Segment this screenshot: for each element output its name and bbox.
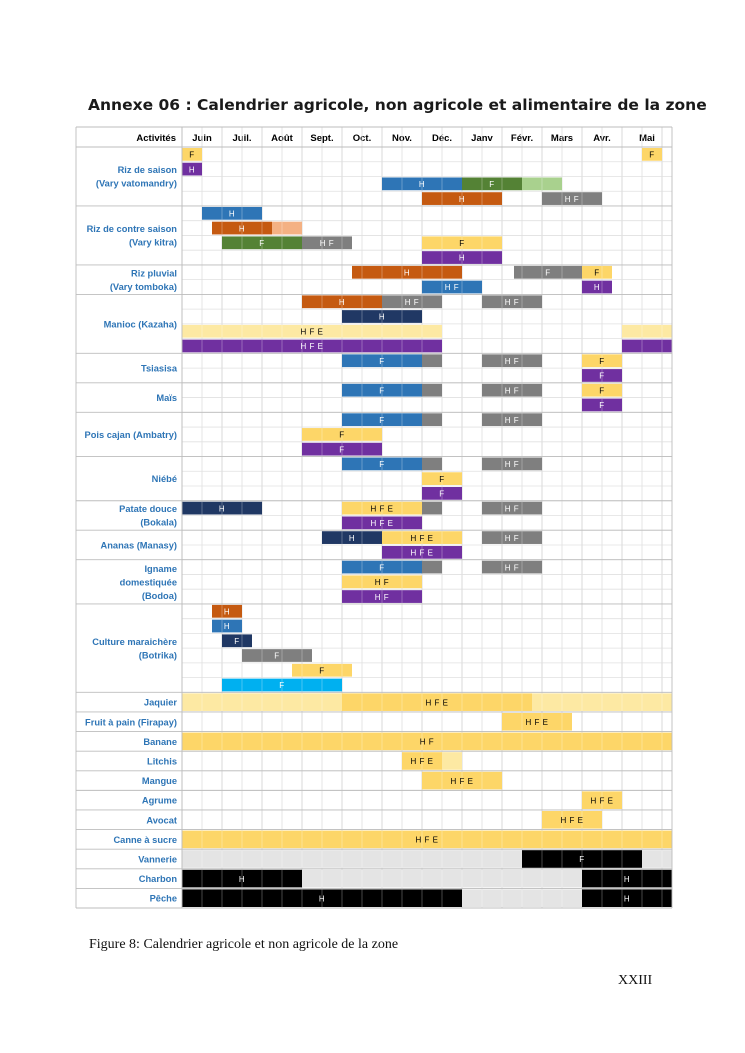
activity-label: Mangue xyxy=(141,776,177,787)
calendar-bar xyxy=(182,693,342,711)
activity-label: Niébé xyxy=(151,474,177,485)
bar-label: F xyxy=(379,563,385,573)
calendar-bar xyxy=(342,458,422,471)
bar-label: H F xyxy=(504,297,520,307)
bar-label: H F xyxy=(504,563,520,573)
bar-label: H xyxy=(238,224,246,234)
calendar-bar xyxy=(482,295,542,308)
activities-header: Activités xyxy=(136,133,176,144)
activity-label: Tsiasisa xyxy=(140,363,177,374)
calendar-bar xyxy=(182,831,672,849)
calendar-bar xyxy=(342,310,422,323)
calendar-bar xyxy=(342,413,422,426)
bar-label: H xyxy=(223,622,231,632)
bar-label: F xyxy=(339,445,345,455)
calendar-bar xyxy=(462,889,582,907)
bar-label: F xyxy=(579,855,585,865)
bar-label: H F E xyxy=(410,533,434,543)
activity-label: Vannerie xyxy=(138,854,177,865)
calendar-bar xyxy=(522,177,562,190)
bar-label: H xyxy=(623,894,631,904)
calendar-bar xyxy=(382,546,462,559)
calendar-bar xyxy=(342,561,422,574)
calendar-bar xyxy=(442,752,462,770)
bar-label: H F xyxy=(504,460,520,470)
calendar-bar xyxy=(222,634,252,647)
bar-label: F xyxy=(439,474,445,484)
activity-label: Riz pluvial xyxy=(131,268,177,279)
bar-label: F xyxy=(279,681,285,691)
bar-label: H xyxy=(218,504,226,514)
figure-caption: Figure 8: Calendrier agricole et non agricole de la zone xyxy=(89,937,399,952)
calendar-bar xyxy=(422,472,462,485)
calendar-bar xyxy=(212,620,242,633)
calendar-bar xyxy=(422,458,442,471)
document-title: Annexe 06 : Calendrier agricole, non agricole et alimentaire de la zone xyxy=(88,96,707,114)
activity-label: Litchis xyxy=(147,756,177,767)
activity-label: Pêche xyxy=(149,893,177,904)
bar-label: F xyxy=(599,401,605,411)
calendar-bar xyxy=(322,531,382,544)
bar-label: H xyxy=(338,297,346,307)
activity-label: Riz de contre saison xyxy=(86,224,177,235)
bar-label: H F E xyxy=(300,342,324,352)
calendar-bar xyxy=(522,850,642,868)
bar-label: H F xyxy=(564,194,580,204)
month-header: Juin xyxy=(192,133,212,144)
month-header: Févr. xyxy=(510,133,534,144)
month-header: Oct. xyxy=(352,133,372,144)
activity-label: Patate douce xyxy=(119,504,177,515)
bar-label: H xyxy=(228,209,236,219)
calendar-bar xyxy=(422,384,442,397)
calendar-bar xyxy=(422,251,502,264)
bar-label: H F xyxy=(319,239,335,249)
calendar-bar xyxy=(582,399,622,412)
calendar-bar xyxy=(422,487,462,500)
calendar-bar xyxy=(422,281,482,294)
calendar-bar xyxy=(382,295,442,308)
bar-label: H F E xyxy=(370,504,394,514)
bar-label: F xyxy=(259,239,265,249)
calendar-bar xyxy=(342,693,532,711)
activity-label: (Vary vatomandry) xyxy=(95,178,177,189)
bar-label: F xyxy=(545,268,551,278)
calendar-bar xyxy=(222,679,342,692)
calendar-bar xyxy=(342,516,422,529)
activity-label: Jaquier xyxy=(143,697,177,708)
activity-label: Fruit à pain (Firapay) xyxy=(85,717,177,728)
activity-label: Manioc (Kazaha) xyxy=(103,319,177,330)
bar-label: H F xyxy=(374,578,390,588)
calendar-bar xyxy=(582,369,622,382)
calendar-bar xyxy=(542,192,602,205)
activity-label: Canne à sucre xyxy=(113,834,177,845)
bar-label: F xyxy=(189,150,195,160)
bar-label: H xyxy=(348,533,356,543)
calendar-bar xyxy=(482,458,542,471)
calendar-bar xyxy=(182,502,262,515)
bar-label: H F E xyxy=(300,327,324,337)
bar-label: H F E xyxy=(370,519,394,529)
bar-label: F xyxy=(599,371,605,381)
calendar-bar xyxy=(422,236,502,249)
calendar-bar xyxy=(482,413,542,426)
calendar-bar xyxy=(202,207,262,220)
bar-label: F xyxy=(649,150,655,160)
bar-label: H F xyxy=(444,283,460,293)
bar-label: H F E xyxy=(410,757,434,767)
calendar-bar xyxy=(642,148,662,161)
calendar-bar xyxy=(222,236,302,249)
calendar-bar xyxy=(542,811,602,829)
calendar-bar xyxy=(182,733,672,751)
activity-label: (Vary kitra) xyxy=(128,237,177,248)
calendar-bar xyxy=(482,531,542,544)
bar-label: F xyxy=(599,386,605,396)
bar-label: H F xyxy=(504,356,520,366)
calendar-bar xyxy=(342,502,422,515)
activity-label: Culture maraichère xyxy=(92,636,177,647)
activity-label: (Vary tomboka) xyxy=(109,281,177,292)
calendar-bar xyxy=(382,531,462,544)
month-header: Nov. xyxy=(392,133,412,144)
bar-label: H F E xyxy=(425,698,449,708)
activity-label: Banane xyxy=(143,736,177,747)
bar-label: F xyxy=(339,430,345,440)
bar-label: H xyxy=(238,874,246,884)
calendar-bar xyxy=(272,222,302,235)
bar-label: H F E xyxy=(590,796,614,806)
activity-label: Agrume xyxy=(141,795,177,806)
calendar-bar xyxy=(182,889,462,907)
bar-label: F xyxy=(594,268,600,278)
bar-label: H xyxy=(378,312,386,322)
calendar-bar xyxy=(422,561,442,574)
bar-label: F xyxy=(379,356,385,366)
calendar-bar xyxy=(402,752,442,770)
calendar-bar xyxy=(342,384,422,397)
month-header: Sept. xyxy=(310,133,334,144)
bar-label: H F E xyxy=(450,776,474,786)
calendar-bar xyxy=(182,870,302,888)
activity-label: Ananas (Manasy) xyxy=(100,540,177,551)
activity-label: domestiquée xyxy=(119,577,177,588)
month-header: Août xyxy=(271,133,293,144)
calendar-bar xyxy=(422,192,502,205)
calendar-bar xyxy=(292,664,352,677)
calendar-bar xyxy=(182,325,442,338)
bar-label: F xyxy=(489,180,495,190)
bar-label: H F E xyxy=(410,548,434,558)
activity-label: Igname xyxy=(144,563,177,574)
bar-label: H F xyxy=(404,297,420,307)
calendar-bar xyxy=(212,605,242,618)
calendar-bar xyxy=(352,266,462,279)
bar-label: H xyxy=(418,180,426,190)
bar-label: H F E xyxy=(415,835,439,845)
bar-label: H xyxy=(318,894,326,904)
calendar-bar xyxy=(342,590,422,603)
calendar-bar xyxy=(182,163,202,176)
calendar-bar xyxy=(482,354,542,367)
calendar-bar xyxy=(462,177,522,190)
calendar-bar xyxy=(422,502,442,515)
calendar-bar xyxy=(622,325,672,338)
calendar-bar xyxy=(342,354,422,367)
calendar-bar xyxy=(212,222,272,235)
calendar-bar xyxy=(342,575,422,588)
calendar-bar xyxy=(302,295,382,308)
bar-label: F xyxy=(599,356,605,366)
activity-label: (Botrika) xyxy=(138,650,177,661)
calendar-bar xyxy=(302,870,582,888)
calendar-bar xyxy=(582,889,672,907)
calendar-bar xyxy=(582,791,622,809)
activity-label: Riz de saison xyxy=(117,165,177,176)
activity-label: (Bodoa) xyxy=(141,590,177,601)
bar-label: H xyxy=(458,194,466,204)
bar-label: H F xyxy=(504,386,520,396)
month-header: Mars xyxy=(550,133,574,144)
calendar-bar xyxy=(182,148,202,161)
bar-label: H F E xyxy=(525,717,549,727)
bar-label: F xyxy=(379,386,385,396)
calendar-bar xyxy=(382,177,462,190)
calendar-bar xyxy=(422,772,502,790)
calendar-bar xyxy=(302,443,382,456)
bar-label: H xyxy=(188,165,196,175)
month-header: Déc. xyxy=(431,133,453,144)
calendar-bar xyxy=(422,413,442,426)
month-header: Mai xyxy=(639,133,655,144)
calendar-bar xyxy=(532,693,672,711)
calendar-bar xyxy=(582,266,612,279)
calendar-bar xyxy=(582,384,622,397)
bar-label: H F xyxy=(374,592,390,602)
calendar-bar xyxy=(582,870,672,888)
bar-label: H xyxy=(403,268,411,278)
calendar-bar xyxy=(182,850,522,868)
bar-label: F xyxy=(234,636,240,646)
bar-label: F xyxy=(274,651,280,661)
page-number: XXIII xyxy=(618,973,653,988)
bar-label: H xyxy=(458,253,466,263)
bar-label: F xyxy=(319,666,325,676)
calendar-bar xyxy=(482,384,542,397)
bar-label: F xyxy=(379,460,385,470)
calendar-bar xyxy=(482,502,542,515)
bar-label: F xyxy=(459,239,465,249)
activity-label: (Bokala) xyxy=(140,517,177,528)
calendar-bar xyxy=(302,428,382,441)
month-header: Janv xyxy=(471,133,493,144)
bar-label: H F xyxy=(504,504,520,514)
calendar-bar xyxy=(582,281,612,294)
calendar-bar xyxy=(482,561,542,574)
activity-label: Maïs xyxy=(156,393,177,404)
bar-label: H F E xyxy=(560,815,584,825)
bar-label: H F xyxy=(504,415,520,425)
month-header: Juil. xyxy=(232,133,252,144)
month-header: Avr. xyxy=(593,133,611,144)
calendar-bar xyxy=(182,340,442,353)
activity-label: Pois cajan (Ambatry) xyxy=(84,429,177,440)
bar-label: F xyxy=(439,489,445,499)
calendar-bar xyxy=(622,340,672,353)
bar-label: H F xyxy=(504,533,520,543)
calendar-bar xyxy=(514,266,582,279)
activity-label: Charbon xyxy=(138,874,177,885)
calendar-bar xyxy=(422,354,442,367)
bar-label: H xyxy=(223,607,231,617)
activity-label: Avocat xyxy=(146,815,177,826)
calendar-bar xyxy=(582,354,622,367)
bar-label: H xyxy=(593,283,601,293)
bar-label: H F xyxy=(419,737,435,747)
calendar-bar xyxy=(502,713,572,731)
calendar-bar xyxy=(642,850,672,868)
calendar-bar xyxy=(302,236,352,249)
calendar-bar xyxy=(242,649,312,662)
bar-label: H xyxy=(623,874,631,884)
bar-label: F xyxy=(379,415,385,425)
